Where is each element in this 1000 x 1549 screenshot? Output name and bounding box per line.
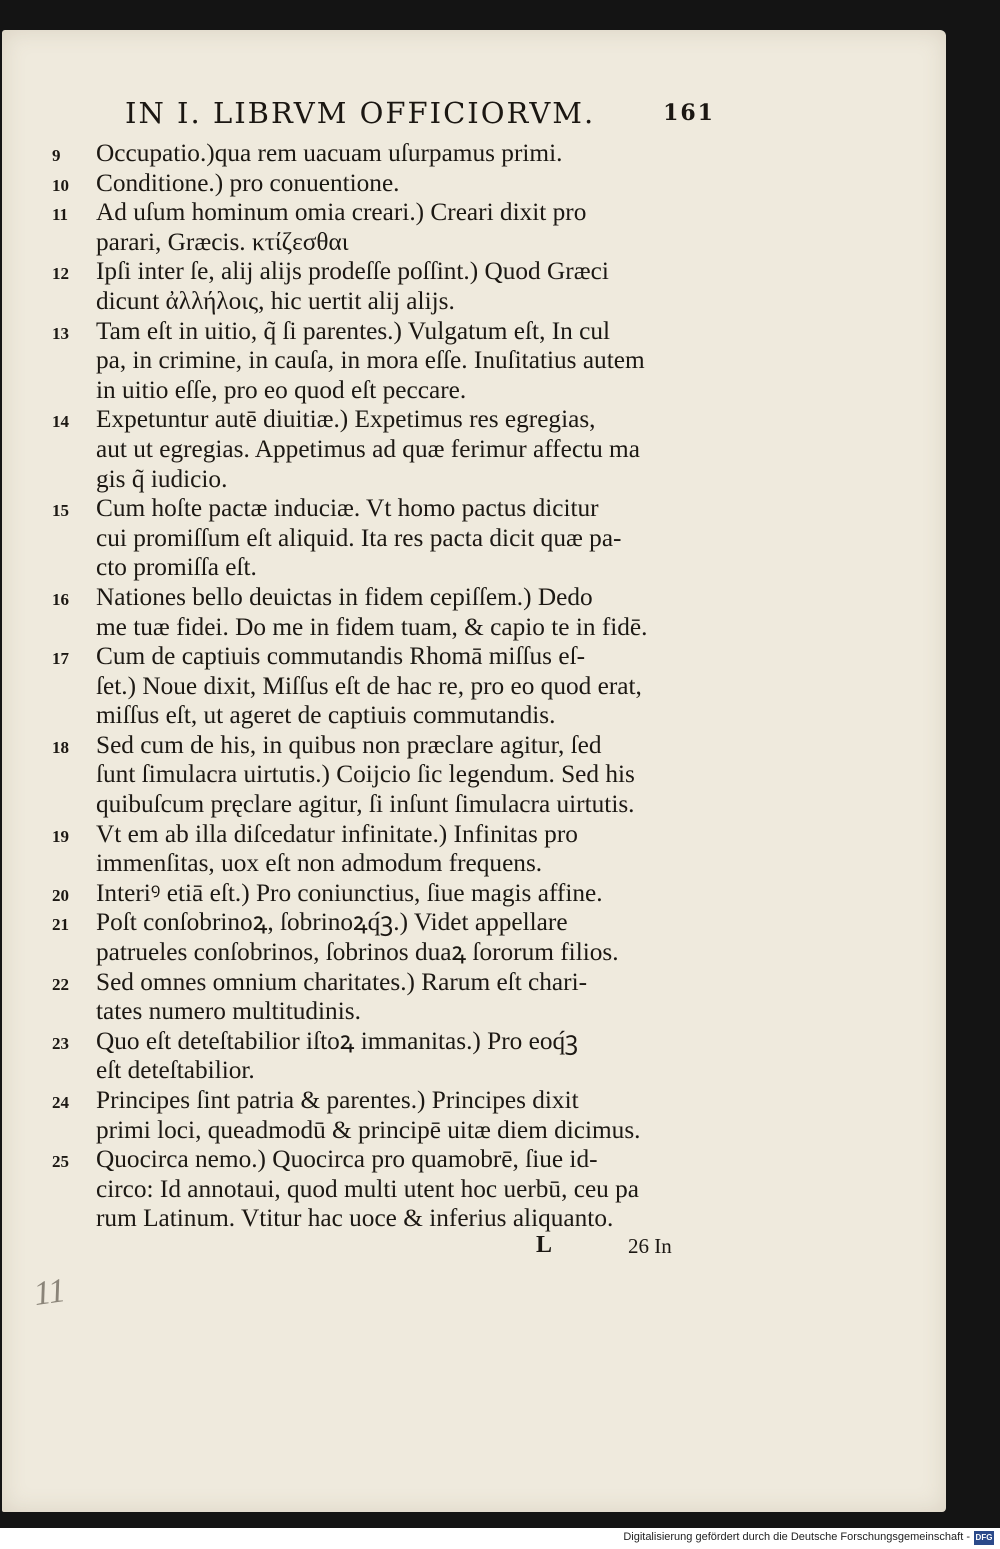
line-text: circo: Id annotaui, quod multi utent hoc uerbū, ceu pa (96, 1174, 640, 1203)
note-number: 12 (52, 264, 69, 284)
text-line (52, 968, 707, 998)
note-number: 9 (52, 146, 61, 165)
text-line (52, 169, 707, 199)
text-line (52, 524, 707, 554)
line-text: Principes ſint patria & parentes.) Principes dixit (96, 1086, 579, 1114)
text-line (52, 760, 707, 790)
line-text: Cum de captiuis commutandis Rhomā miſſus eſ- (96, 642, 586, 671)
text-line (52, 139, 707, 169)
line-text: me tuæ fidei. Do me in fidem tuam, & capio te in fidē. (96, 612, 648, 641)
line-text: tates numero multitudinis. (96, 997, 361, 1026)
note-number: 11 (52, 205, 69, 225)
text-line (52, 1145, 707, 1175)
text-line (52, 346, 707, 376)
line-text: primi loci, queadmodū & principē uitæ diem dicimus. (96, 1115, 641, 1144)
line-text: Cum hoſte pactæ induciæ. Vt homo pactus dicitur (96, 494, 599, 523)
text-line (52, 672, 707, 702)
note-number: 17 (52, 649, 69, 669)
note-number: 21 (52, 915, 69, 935)
text-line (52, 257, 707, 287)
folio-number: 161 (663, 100, 715, 126)
line-text: parari, Græcis. κτίζεσθαι (96, 227, 349, 256)
text-line (52, 553, 707, 583)
note-number: 10 (52, 175, 69, 195)
line-text: ſet.) Noue dixit, Miſſus eſt de hac re, pro eo quod erat, (96, 671, 642, 700)
line-text: patrueles conſobrinos, ſobrinos duaꝝ ſororum filios. (96, 938, 619, 967)
text-line (52, 1116, 707, 1146)
text-line (52, 1204, 707, 1234)
line-text: cui promiſſum eſt aliquid. Ita res pacta dicit quæ pa- (96, 523, 622, 552)
text-line (52, 613, 707, 643)
line-text: Sed omnes omnium charitates.) Rarum eſt chari- (96, 967, 588, 996)
line-text: Interiꝰ etiā eſt.) Pro coniunctius, ſiue magis affine. (96, 878, 603, 907)
text-line (52, 1175, 707, 1205)
note-number: 19 (52, 826, 69, 846)
line-text: Ipſi inter ſe, alij alijs prodeſſe poſſint.) Quod Græci (96, 257, 609, 286)
text-line (52, 1056, 707, 1086)
line-text: aut ut egregias. Appetimus ad quæ ferimur affectu ma (96, 434, 640, 463)
line-text: in uitio eſſe, pro eo quod eſt peccare. (96, 375, 467, 404)
pencil-page-mark: 11 (31, 1271, 68, 1314)
note-number: 16 (52, 589, 69, 609)
note-number: 24 (52, 1093, 69, 1112)
line-text: Sed cum de his, in quibus non præclare agitur, ſed (96, 730, 602, 759)
line-text: miſſus eſt, ut ageret de captiuis commutandis. (96, 701, 556, 730)
note-number: 14 (52, 412, 69, 432)
text-line (52, 317, 707, 347)
note-number: 13 (52, 323, 69, 343)
text-line (52, 849, 707, 879)
line-text: cto promiſſa eſt. (96, 553, 257, 582)
line-text: Poſt conſobrinoꝝ, ſobrinoꝝq́ꝫ.) Videt appellare (96, 908, 568, 937)
running-head-title: IN I. LIBRVM OFFICIORVM. (125, 96, 596, 130)
text-line (52, 997, 707, 1027)
line-text: pa, in crimine, in cauſa, in mora eſſe. Inuſitatius autem (96, 346, 645, 375)
note-number: 23 (52, 1033, 69, 1053)
dfg-logo-icon: DFG (974, 1531, 994, 1545)
text-line (52, 583, 707, 613)
note-number: 20 (52, 885, 69, 905)
running-head (125, 96, 715, 136)
line-text: gis q̃ iudicio. (96, 464, 228, 493)
note-number: 25 (52, 1152, 69, 1172)
text-line (52, 938, 707, 968)
line-text: dicunt ἀλλήλοις, hic uertit alij alijs. (96, 286, 455, 315)
text-line (52, 198, 707, 228)
text-line (52, 908, 707, 938)
text-line (52, 376, 707, 406)
text-line (52, 287, 707, 317)
signature-mark: L (536, 1232, 553, 1258)
text-line (52, 465, 707, 495)
text-line (52, 790, 707, 820)
text-line (52, 1086, 707, 1116)
funding-credit: Digitalisierung gefördert durch die Deutsche Forschungsgemeinschaft - (623, 1531, 970, 1543)
commentary-text (52, 139, 707, 1234)
footer-bar (0, 1528, 1000, 1549)
text-line (52, 701, 707, 731)
text-line (52, 494, 707, 524)
line-text: Vt em ab illa diſcedatur infinitate.) Infinitas pro (96, 819, 578, 848)
text-line (52, 879, 707, 909)
line-text: Occupatio.)qua rem uacuam uſurpamus primi. (96, 139, 563, 167)
text-line (52, 1027, 707, 1057)
line-text: Conditione.) pro conuentione. (96, 168, 400, 197)
line-text: eſt deteſtabilior. (96, 1056, 255, 1085)
text-line (52, 820, 707, 850)
text-line (52, 435, 707, 465)
line-text: immenſitas, uox eſt non admodum frequens. (96, 849, 543, 878)
line-text: Quocirca nemo.) Quocirca pro quamobrē, ſiue id- (96, 1145, 598, 1174)
note-number: 18 (52, 737, 69, 757)
line-text: Tam eſt in uitio, q̃ ſi parentes.) Vulgatum eſt, In cul (96, 316, 611, 345)
text-line (52, 228, 707, 258)
line-text: quibuſcum pręclare agitur, ſi inſunt ſimulacra uirtutis. (96, 790, 635, 819)
line-text: ſunt ſimulacra uirtutis.) Coijcio ſic legendum. Sed his (96, 760, 635, 789)
text-line (52, 642, 707, 672)
line-text: Ad uſum hominum omia creari.) Creari dixit pro (96, 198, 587, 227)
line-text: Nationes bello deuictas in fidem cepiſſem.) Dedo (96, 582, 593, 611)
note-number: 22 (52, 974, 69, 994)
text-line (52, 731, 707, 761)
line-text: Quo eſt deteſtabilior iſtoꝝ immanitas.) Pro eoq́ꝫ (96, 1026, 579, 1055)
note-number: 15 (52, 501, 69, 521)
line-text: rum Latinum. Vtitur hac uoce & inferius aliquanto. (96, 1204, 614, 1233)
text-line (52, 405, 707, 435)
catchword: 26 In (628, 1234, 672, 1258)
line-text: Expetuntur autē diuitiæ.) Expetimus res egregias, (96, 405, 596, 434)
